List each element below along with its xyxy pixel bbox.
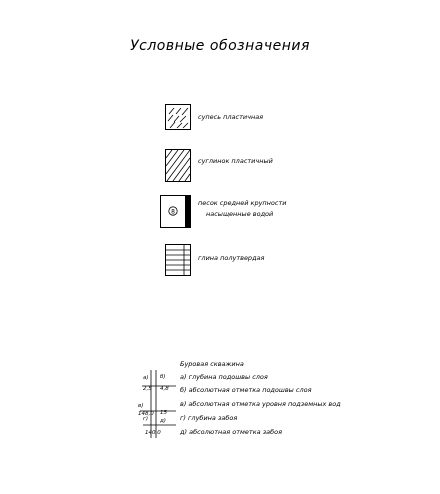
mark-g: г) — [143, 416, 149, 422]
borehole-item-d: д) абсолютная отметка забоя — [180, 428, 283, 436]
value-water: 148,0 — [138, 411, 154, 417]
svg-text:8: 8 — [171, 208, 175, 216]
legend-title: Условные обозначения — [130, 38, 310, 54]
value-depth: 2,5 — [143, 386, 152, 392]
mark-a: а) — [143, 375, 149, 381]
mark-d: д) — [160, 418, 166, 424]
borehole-item-b: б) абсолютная отметка подошвы слоя — [180, 386, 312, 394]
value-elev: 4,8 — [160, 386, 169, 392]
mark-b: б) — [160, 374, 166, 380]
borehole-item-a: а) глубина подошвы слоя — [180, 373, 268, 381]
borehole-item-g: г) глубина забоя — [180, 414, 238, 422]
value-bottom-elev: 140,0 — [145, 430, 161, 436]
borehole-item-v: в) абсолютная отметка уровня подземных вод — [180, 400, 341, 408]
legend-label-sand-1: песок средней крупности — [198, 199, 287, 207]
legend-label-sandy-loam: супесь пластичная — [198, 113, 264, 121]
borehole-heading: Буровая скважина — [180, 360, 244, 368]
value-bottom-depth: 15 — [160, 410, 167, 416]
mark-v: в) — [138, 403, 144, 409]
legend-label-sand-2: насыщенные водой — [206, 210, 274, 218]
legend-label-clay: глина полутвердая — [198, 254, 265, 262]
legend-label-loam: суглинок пластичный — [198, 157, 273, 165]
